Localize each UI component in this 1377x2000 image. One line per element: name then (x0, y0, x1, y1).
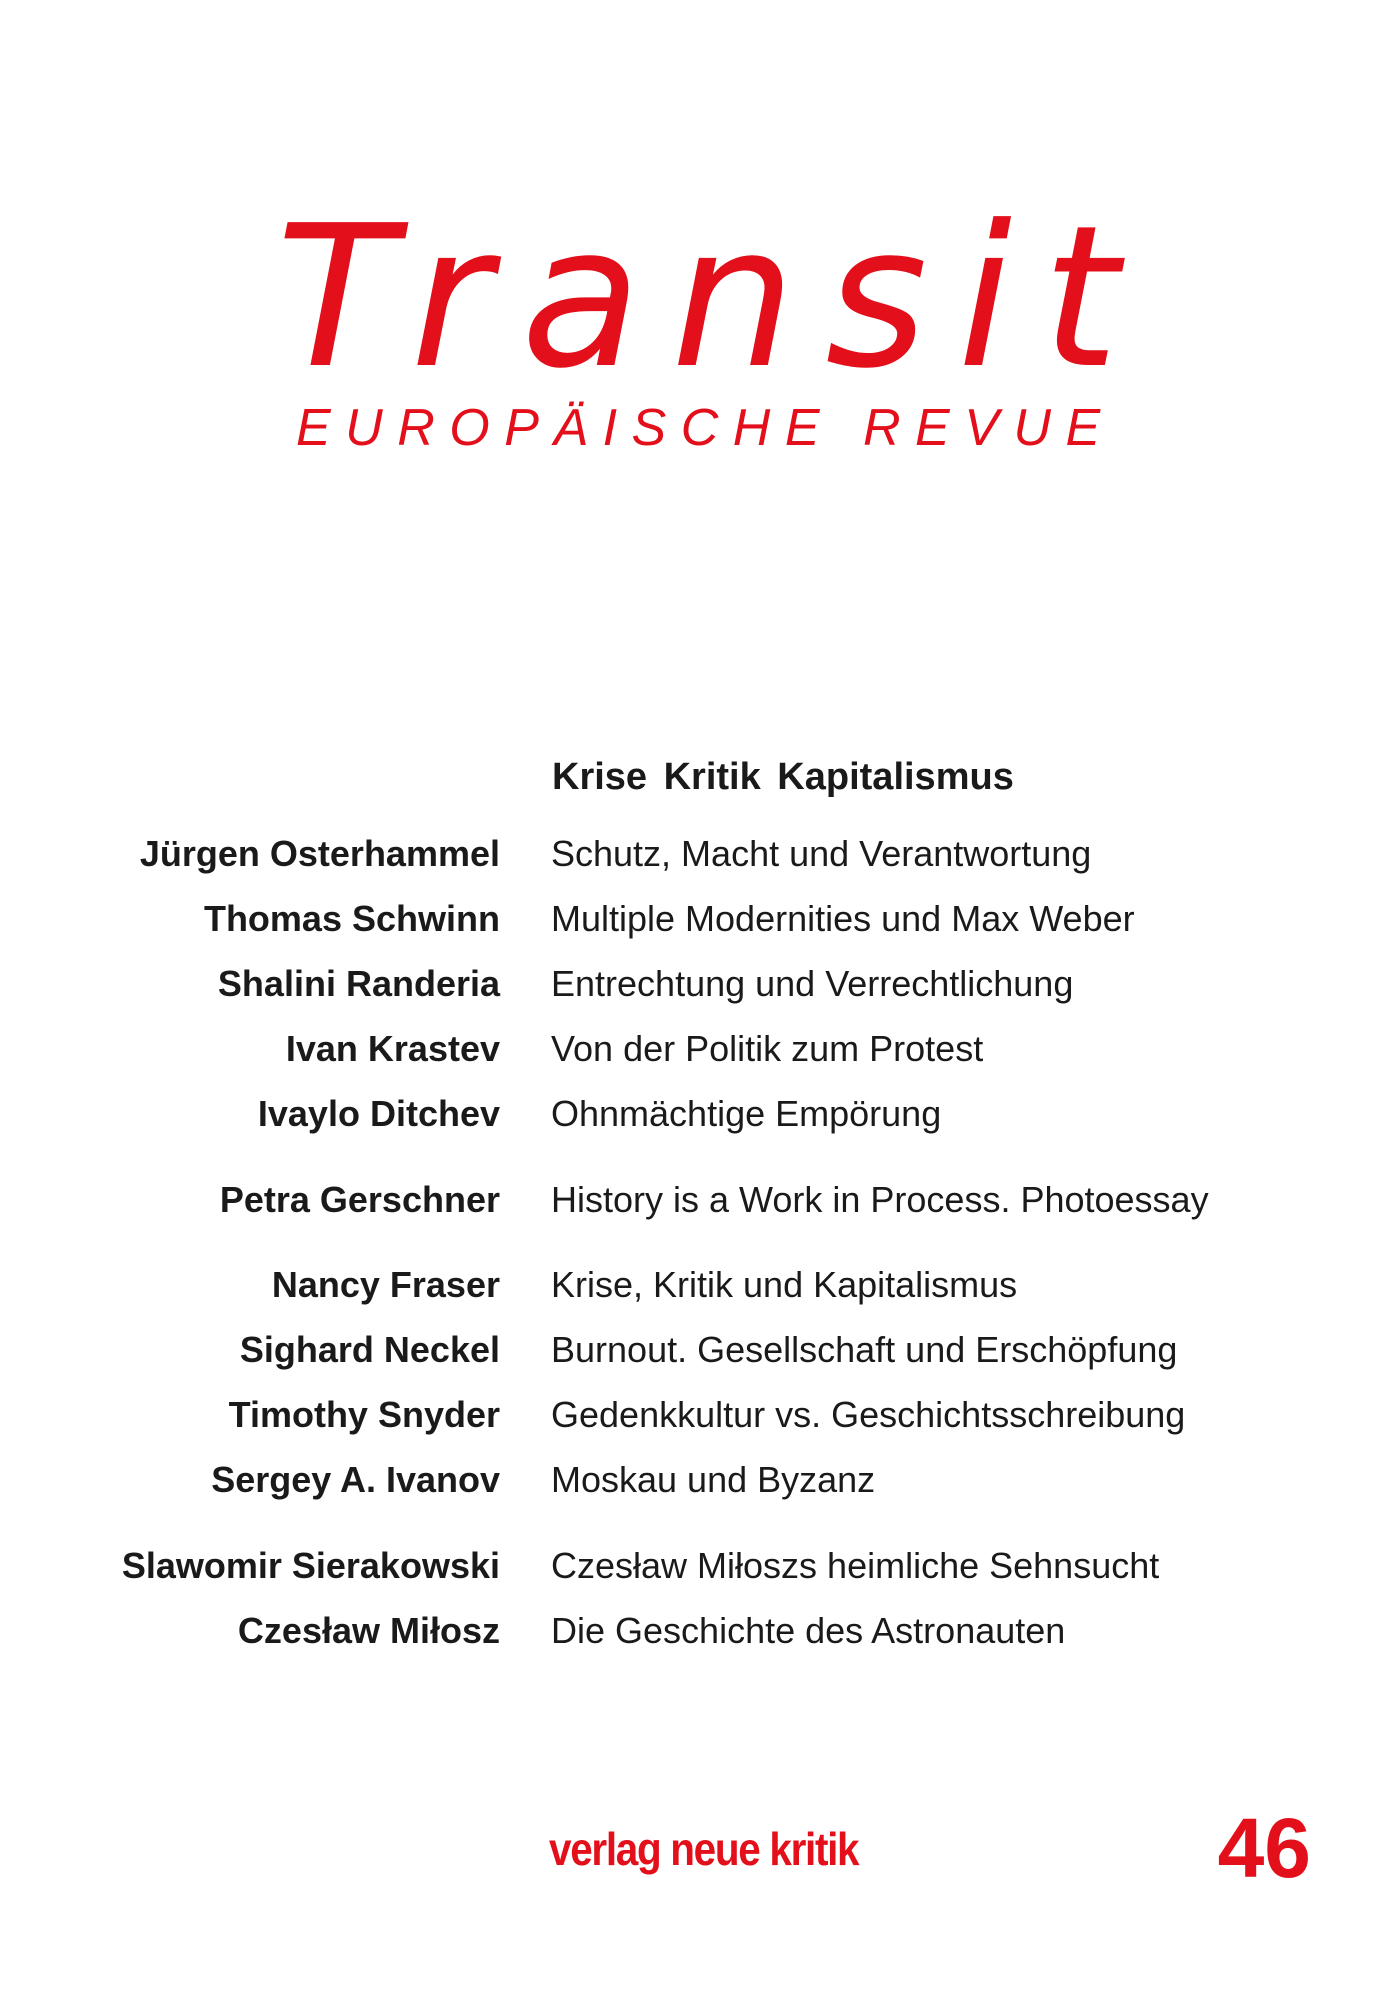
toc-article-title: Multiple Modernities und Max Weber (551, 898, 1135, 939)
toc-author: Jürgen Osterhammel (139, 833, 500, 874)
toc-author: Thomas Schwinn (203, 898, 500, 939)
toc-article-title: Moskau und Byzanz (551, 1459, 876, 1500)
toc-article-title: History is a Work in Process. Photoessay (551, 1179, 1209, 1220)
toc-article-title: Die Geschichte des Astronauten (551, 1610, 1066, 1651)
toc-entry (0, 895, 1377, 943)
toc-author: Sergey A. Ivanov (211, 1459, 500, 1500)
toc-entry (0, 1326, 1377, 1374)
toc-article-title: Von der Politik zum Protest (551, 1028, 984, 1069)
toc-article-title: Krise, Kritik und Kapitalismus (551, 1264, 1018, 1305)
toc-entry (0, 1542, 1377, 1590)
toc-author: Ivan Krastev (285, 1028, 500, 1069)
issue-theme: Krise Kritik Kapitalismus (552, 756, 1014, 798)
toc-article-title: Entrechtung und Verrechtlichung (551, 963, 1074, 1004)
toc-author: Timothy Snyder (228, 1394, 500, 1435)
toc-author: Nancy Fraser (271, 1264, 500, 1305)
toc-author: Petra Gerschner (219, 1179, 500, 1220)
issue-number: 46 (1217, 1801, 1311, 1895)
toc-author: Czesław Miłosz (237, 1610, 500, 1651)
toc-article-title: Ohnmächtige Empörung (551, 1093, 942, 1134)
toc-article-title: Schutz, Macht und Verantwortung (551, 833, 1092, 874)
publisher-name: verlag neue kritik (549, 1823, 859, 1875)
toc-entry (0, 1090, 1377, 1138)
toc-entry (0, 1025, 1377, 1073)
toc-entry (0, 1176, 1377, 1224)
toc-entry (0, 1607, 1377, 1655)
toc-article-title: Burnout. Gesellschaft und Erschöpfung (551, 1329, 1178, 1370)
toc-author: Shalini Randeria (217, 963, 500, 1004)
toc-entry (0, 960, 1377, 1008)
toc-entry (0, 1391, 1377, 1439)
toc-article-title: Czesław Miłoszs heimliche Sehnsucht (551, 1545, 1160, 1586)
toc-article-title: Gedenkkultur vs. Geschichtsschreibung (551, 1394, 1186, 1435)
toc-author: Slawomir Sierakowski (121, 1545, 500, 1586)
magazine-subtitle: EUROPÄISCHE REVUE (296, 399, 1115, 457)
toc-entry (0, 1261, 1377, 1309)
magazine-title: Transit (276, 184, 1149, 412)
toc-author: Ivaylo Ditchev (257, 1093, 500, 1134)
toc-author: Sighard Neckel (239, 1329, 500, 1370)
toc-entry (0, 830, 1377, 878)
toc-entry (0, 1456, 1377, 1504)
